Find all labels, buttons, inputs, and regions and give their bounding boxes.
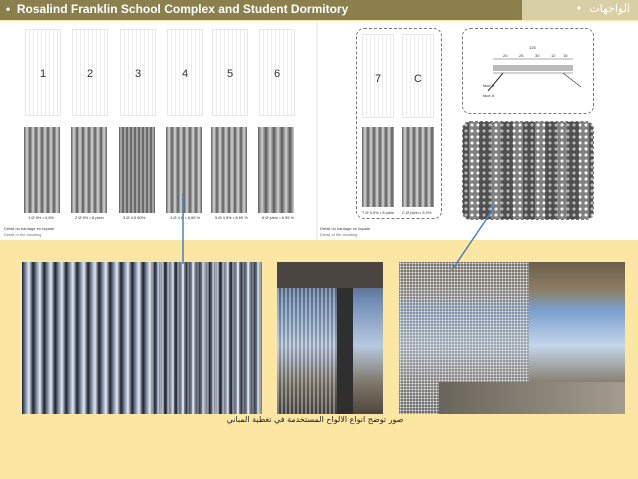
sample-caption-3: 3 Ø 4,5 60% [123,215,146,220]
slide-title: • Rosalind Franklin School Complex and Student Dormitory [6,2,349,16]
perforated-sheet-shading [463,122,593,219]
panel-number: C [414,73,422,85]
panel-drawing-4 [167,29,203,116]
section-diagram-frame [462,28,594,114]
panel-drawing-6 [259,29,295,116]
section-diagram [463,29,593,113]
dim-label: 12 [551,53,556,58]
sample-caption-2: 2 Ø 5% • 8 plein [75,215,104,220]
face-a-label: face A [483,93,495,98]
panel-number: 2 [86,68,94,80]
cladding-types-panel [0,21,316,240]
sample-caption-4: 4 Ø 4 Ø • 8,55 % [170,215,201,220]
perforated-sample-frame [462,121,594,220]
dim-label: 30 [535,53,540,58]
cladding-sample-1 [24,127,60,213]
photo-column [337,288,353,414]
sample-caption-1: 1 Ø 5% • 0,5% [28,215,55,220]
sample-caption-6: 6 Ø plein • 8,55 % [262,215,295,220]
facade-photo-corrugated [22,262,262,414]
slide-title-ar: الواجهات • [575,2,630,15]
dim-label: 15 [563,53,568,58]
panel-number: 1 [39,68,47,80]
dim-label: 25 [519,53,524,58]
note-english: Detail of the cladding [4,232,42,237]
panel-number: 5 [226,68,234,80]
dim-label: 125 [529,45,536,50]
cladding-sample-3 [119,127,155,213]
sample-caption-5: 5 Ø 4,5% • 8,65 % [215,215,248,220]
balcony-photo-perforated [399,262,625,414]
panel-drawing-5 [212,29,248,116]
panel-divider [316,21,318,240]
panel-number: 7 [374,73,382,85]
cladding-sample-5 [211,127,247,213]
panel-drawing-7 [362,34,394,118]
cladding-sample-2 [71,127,107,213]
balcony-photo-interior [277,262,383,414]
photo-mesh [277,288,337,414]
dim-label: 20 [503,53,508,58]
cladding-detail-panel [316,21,638,240]
panel-number: 3 [134,68,142,80]
header-bar [0,0,638,20]
cladding-sample-4 [166,127,202,213]
sample-caption-c: C Ø plein • 8 5% [402,210,432,215]
cladding-sample-7 [362,127,394,207]
panel-drawing-1 [25,29,61,116]
sample-caption-7: 7 Ø 5,5% • 8 plein [362,210,395,215]
photo-ceiling [277,262,383,288]
panel-number: 6 [273,68,281,80]
panel-drawing-c [402,34,434,118]
panel-number: 4 [181,68,189,80]
photos-caption: صور توضح انواع الالواح المستخدمة في تغطية المباني [226,415,404,424]
note-french: Détail du bardage en façade [320,226,371,231]
cladding-sample-c [402,127,434,207]
note-french: Détail du bardage en façade [4,226,55,231]
panel-drawing-2 [72,29,108,116]
note-english: Detail of the cladding [320,232,358,237]
cladding-sample-6 [258,127,294,213]
face-b-label: face B [483,83,495,88]
photo-perforated-overlay [152,262,262,414]
panel-drawing-3 [120,29,156,116]
photo-floor [439,382,625,414]
